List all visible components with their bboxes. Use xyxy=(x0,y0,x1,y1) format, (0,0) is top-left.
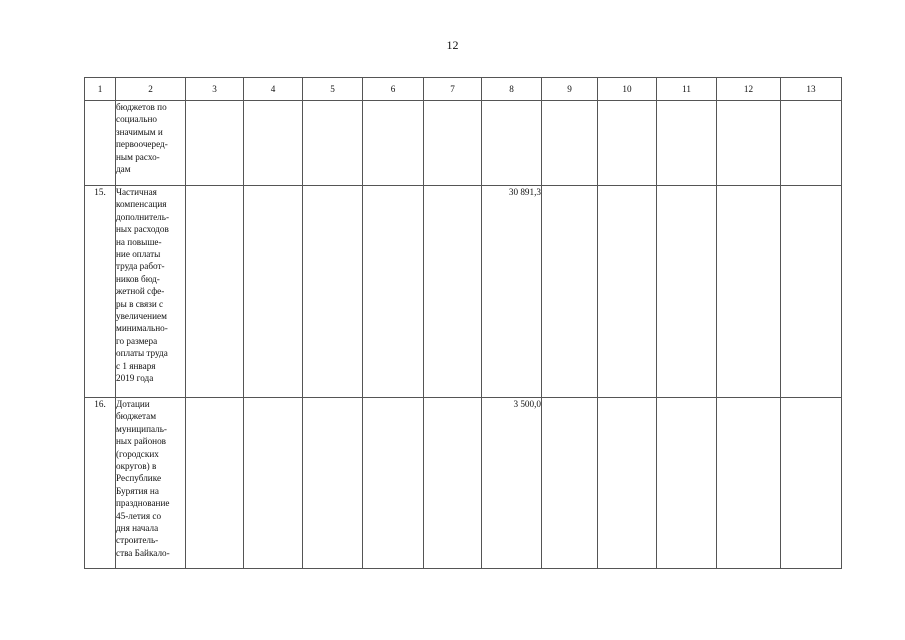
table-row xyxy=(85,186,842,398)
empty-cell xyxy=(363,186,424,398)
row-name-text: бюджетов по социально значимым и первоочеред- ным расхо- дам xyxy=(116,102,168,175)
empty-cell xyxy=(186,398,244,569)
empty-cell xyxy=(424,398,482,569)
empty-cell xyxy=(657,186,717,398)
column-header: 5 xyxy=(303,78,363,101)
empty-cell xyxy=(717,398,781,569)
column-header: 13 xyxy=(781,78,842,101)
row-name-text: Частичная компенсация дополнитель- ных расходов на повыше- ние оплаты труда работ- ников бюд- жетной сфе- ры в связи с увеличением минимально- го размера оплаты труда с 1 января 2019 года xyxy=(116,187,170,384)
empty-cell xyxy=(598,101,657,186)
value-cell-col8: 3 500,0 xyxy=(482,398,542,569)
page-number: 12 xyxy=(446,38,459,52)
empty-cell xyxy=(781,398,842,569)
empty-cell xyxy=(657,398,717,569)
empty-cell xyxy=(717,186,781,398)
column-header: 7 xyxy=(424,78,482,101)
empty-cell xyxy=(781,101,842,186)
value-cell-col8 xyxy=(482,101,542,186)
row-name-cell xyxy=(116,186,186,398)
table-row xyxy=(85,101,842,186)
column-header: 6 xyxy=(363,78,424,101)
empty-cell xyxy=(186,186,244,398)
empty-cell xyxy=(657,101,717,186)
empty-cell xyxy=(244,186,303,398)
value-cell-col8: 30 891,3 xyxy=(482,186,542,398)
column-header: 3 xyxy=(186,78,244,101)
row-number-cell xyxy=(85,101,116,186)
empty-cell xyxy=(363,101,424,186)
budget-table xyxy=(84,77,842,569)
row-number-cell: 16. xyxy=(85,398,116,569)
empty-cell xyxy=(424,101,482,186)
empty-cell xyxy=(186,101,244,186)
column-header: 10 xyxy=(598,78,657,101)
empty-cell xyxy=(303,101,363,186)
empty-cell xyxy=(717,101,781,186)
column-header: 9 xyxy=(542,78,598,101)
empty-cell xyxy=(542,398,598,569)
column-header: 8 xyxy=(482,78,542,101)
column-header: 12 xyxy=(717,78,781,101)
table-header-row xyxy=(85,78,842,101)
empty-cell xyxy=(244,398,303,569)
empty-cell xyxy=(542,101,598,186)
row-name-text: Дотации бюджетам муниципаль- ных районов (городских округов) в Республике Бурятия на празднование 45-летия со дня начала строитель- ства Байкало- xyxy=(116,399,170,558)
table-row xyxy=(85,398,842,569)
column-header: 1 xyxy=(85,78,116,101)
empty-cell xyxy=(244,101,303,186)
column-header: 4 xyxy=(244,78,303,101)
row-name-cell xyxy=(116,398,186,569)
empty-cell xyxy=(363,398,424,569)
empty-cell xyxy=(424,186,482,398)
empty-cell xyxy=(598,398,657,569)
empty-cell xyxy=(781,186,842,398)
column-header: 11 xyxy=(657,78,717,101)
empty-cell xyxy=(598,186,657,398)
row-name-cell xyxy=(116,101,186,186)
empty-cell xyxy=(303,186,363,398)
column-header: 2 xyxy=(116,78,186,101)
row-number-cell: 15. xyxy=(85,186,116,398)
empty-cell xyxy=(303,398,363,569)
empty-cell xyxy=(542,186,598,398)
